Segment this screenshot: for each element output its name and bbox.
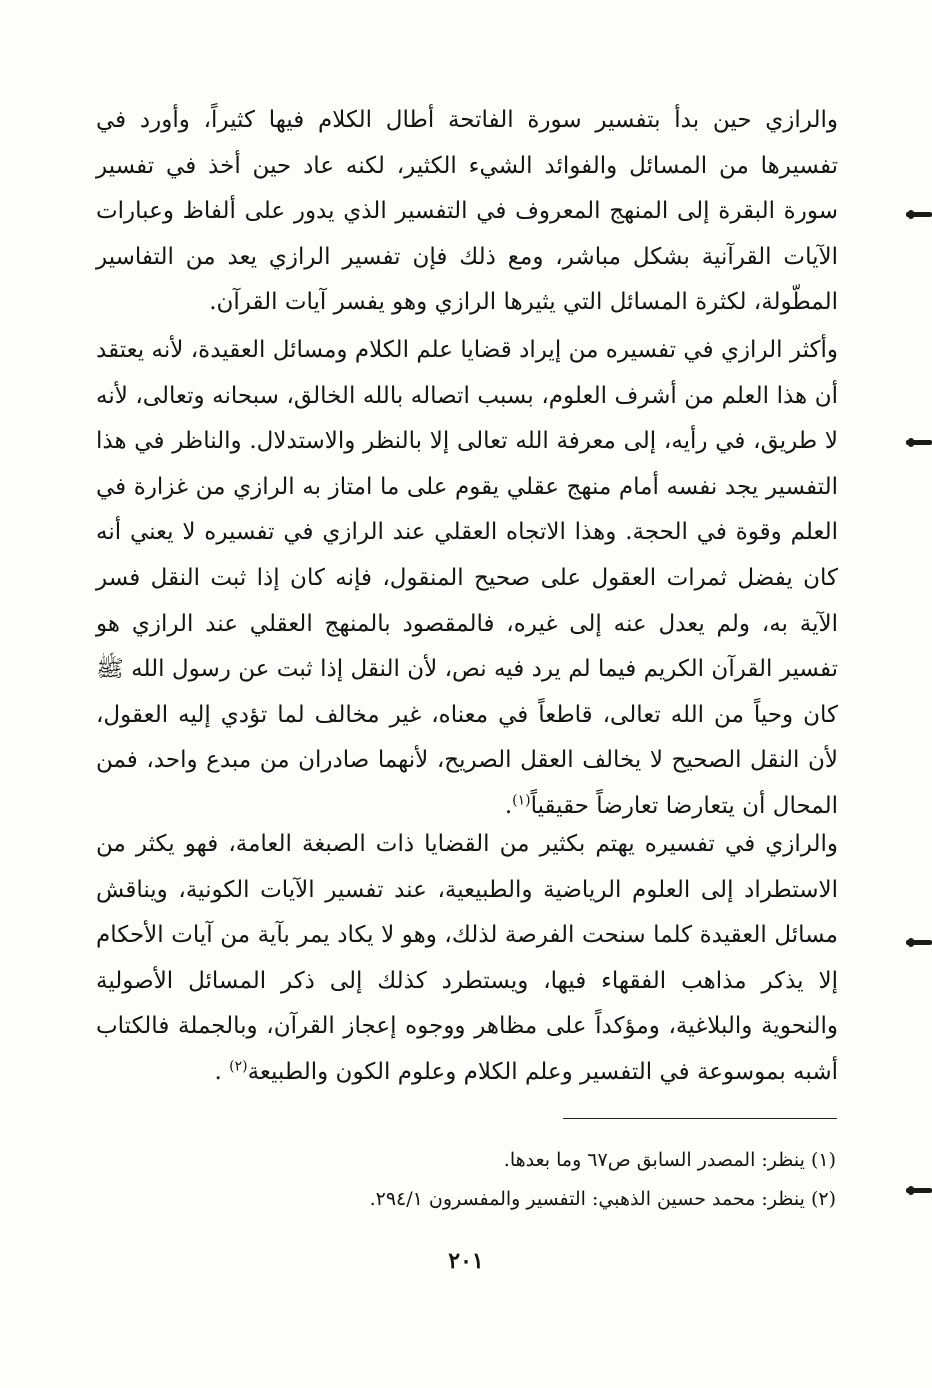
paragraph-2: وأكثر الرازي في تفسيره من إيراد قضايا علم الكلام ومسائل العقيدة، لأنه يعتقد أن هذا العلم من أشرف العلوم، بسبب اتصاله بالله الخالق، سبحانه وتعالى، لأنه لا طريق، في رأيه، إلى معرفة الله تعالى إلا بالنظر والاستدلال. والناظر في هذا التفسير يجد نفسه أمام منهج عقلي يقوم على ما امتاز به الرازي من غزارة في العلم وقوة في الحجة. وهذا الاتجاه العقلي عند الرازي في تفسيره لا يعني أنه كان يفضل ثمرات العقول على صحيح المنقول، فإنه كان إذا ثبت النقل فسر الآية به، ولم يعدل عنه إلى غيره، فالمقصود بالمنهج العقلي عند الرازي هو تفسير القرآن الكريم فيما لم يرد فيه نص، لأن النقل إذا ثبت عن رسول الله ﷺ كان وحياً من الله تعالى، قاطعاً في معناه، غير مخالف لما تؤدي إليه العقول، لأن النقل الصحيح لا يخالف العقل الصريح، لأنهما صادران من مبدع واحد، فمن المحال أن يتعارضا تعارضاً حقيقياً$^{(١)}$. [96,337,838,819]
footnote-1: (١) ينظر: المصدر السابق ص٦٧ وما بعدها. [503,1149,836,1171]
margin-mark [906,440,932,445]
paragraph-3-text: والرازي في تفسيره يهتم بكثير من القضايا ذات الصبغة العامة، فهو يكثر من الاستطراد إلى العلوم الرياضية والطبيعية، عند تفسير الآيات الكونية، ويناقش مسائل العقيدة كلما سنحت الفرصة لذلك، وهو لا يكاد يمر بآية من آيات الأحكام إلا يذكر مذاهب الفقهاء فيها، ويستطرد كذلك إلى ذكر المسائل الأصولية والنحوية والبلاغية، ومؤكداً على مظاهر ووجوه إعجاز القرآن، وبالجملة فالكتاب أشبه بموسوعة في التفسير وعلم الكلام وعلوم الكون والطبيعة [96,831,838,1085]
paragraph-2-text: وأكثر الرازي في تفسيره من إيراد قضايا علم الكلام ومسائل العقيدة، لأنه يعتقد أن هذا العلم من أشرف العلوم، بسبب اتصاله بالله الخالق، سبحانه وتعالى، لأنه لا طريق، في رأيه، إلى معرفة الله تعالى إلا بالنظر والاستدلال. والناظر في هذا التفسير يجد نفسه أمام منهج عقلي يقوم على ما امتاز به الرازي من غزارة في العلم وقوة في الحجة. وهذا الاتجاه العقلي عند الرازي في تفسيره لا يعني أنه كان يفضل ثمرات العقول على صحيح المنقول، فإنه كان إذا ثبت النقل فسر الآية به، ولم يعدل عنه إلى غيره، فالمقصود بالمنهج العقلي عند الرازي هو تفسير القرآن الكريم فيما لم يرد فيه نص، لأن النقل إذا ثبت عن رسول الله ﷺ كان وحياً من الله تعالى، قاطعاً في معناه، غير مخالف لما تؤدي إليه العقول، لأن النقل الصحيح لا يخالف العقل الصريح، لأنهما صادران من مبدع واحد، فمن المحال أن يتعارضا تعارضاً حقيقياً [96,337,838,819]
paragraph-1-text: والرازي حين بدأ بتفسير سورة الفاتحة أطال الكلام فيها كثيراً، وأورد في تفسيرها من المسائل والفوائد الشيء الكثير، لكنه عاد حين أخذ في تفسير سورة البقرة إلى المنهج المعروف في التفسير الذي يدور على ألفاظ وعبارات الآيات القرآنية بشكل مباشر، ومع ذلك فإن تفسير الرازي يعد من التفاسير المطّولة، لكثرة المسائل التي يثيرها الرازي وهو يفسر آيات القرآن. [96,107,838,316]
footnote-2: (٢) ينظر: محمد حسين الذهبي: التفسير والمفسرون ٢٩٤/١. [369,1188,836,1210]
footnote-ref-2: (٢) [229,1058,248,1075]
footnote-separator [563,1118,837,1119]
margin-mark [906,1188,932,1193]
page-number: ٢٠١ [448,1248,484,1274]
paragraph-1 [96,98,838,326]
paragraph-3: والرازي في تفسيره يهتم بكثير من القضايا ذات الصبغة العامة، فهو يكثر من الاستطراد إلى العلوم الرياضية والطبيعية، عند تفسير الآيات الكونية، ويناقش مسائل العقيدة كلما سنحت الفرصة لذلك، وهو لا يكاد يمر بآية من آيات الأحكام إلا يذكر مذاهب الفقهاء فيها، ويستطرد كذلك إلى ذكر المسائل الأصولية والنحوية والبلاغية، ومؤكداً على مظاهر ووجوه إعجاز القرآن، وبالجملة فالكتاب أشبه بموسوعة في التفسير وعلم الكلام وعلوم الكون والطبيعة$^{(٢)}$ . [96,831,838,1085]
footnote-ref-1: (١) [512,792,531,809]
margin-mark [906,212,932,217]
margin-mark [906,940,932,945]
